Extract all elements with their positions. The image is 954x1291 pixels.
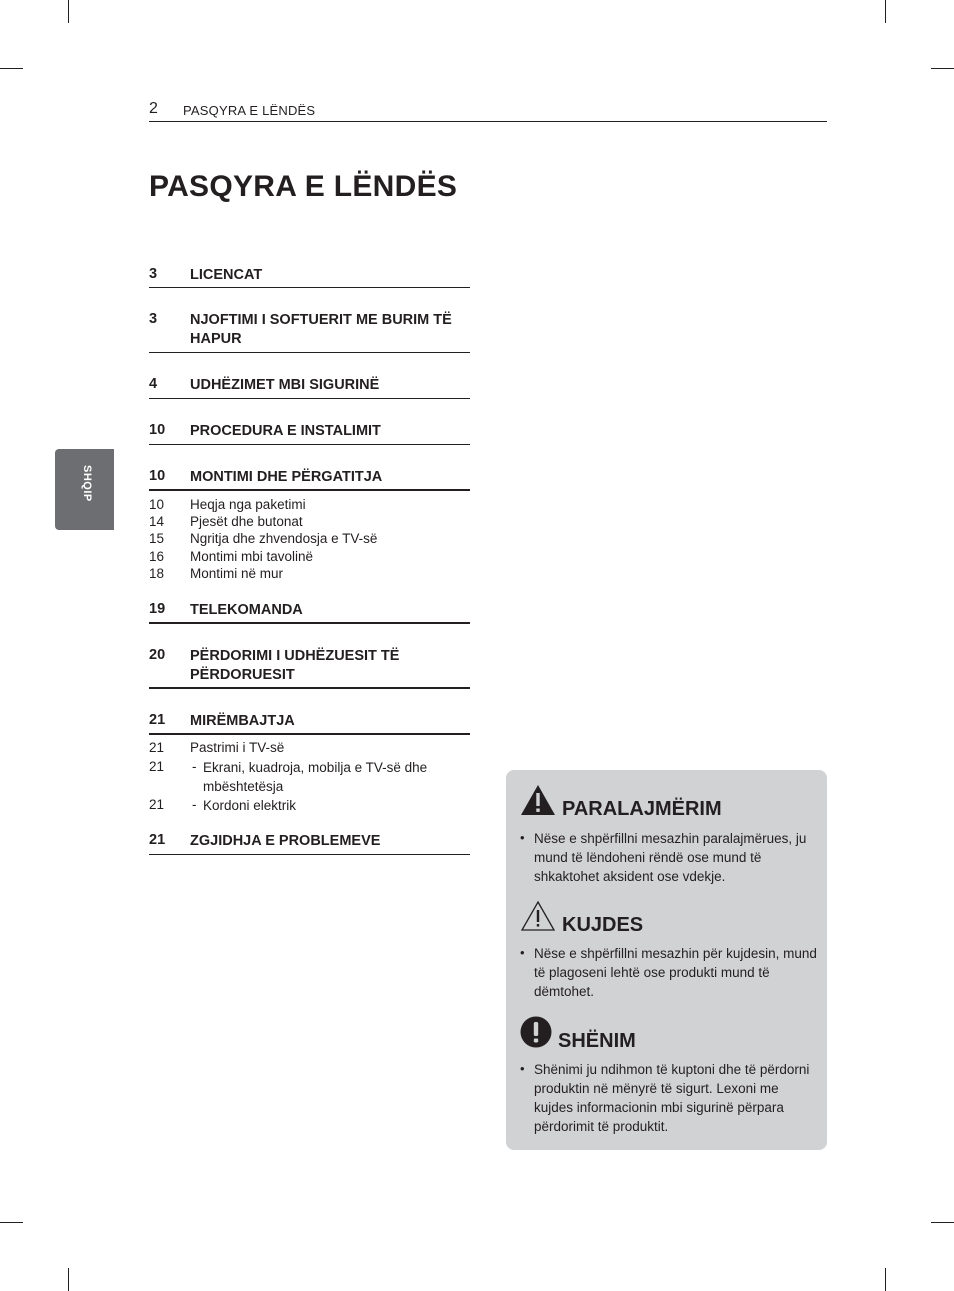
- toc-subitem-label: Montimi mbi tavolinë: [190, 549, 314, 564]
- bullet: •: [520, 1061, 525, 1076]
- running-head: PASQYRA E LËNDËS: [183, 103, 316, 118]
- toc-subitem-page: 10: [149, 497, 165, 512]
- toc-label: TELEKOMANDA: [190, 602, 303, 618]
- toc-section: [149, 311, 470, 353]
- caution-heading: KUJDES: [562, 914, 644, 936]
- bullet: •: [520, 830, 525, 845]
- toc-page: 19: [149, 601, 166, 617]
- toc-section: [149, 266, 470, 288]
- warning-heading: PARALAJMËRIM: [562, 798, 722, 820]
- crop-mark: [0, 1222, 23, 1223]
- crop-mark: [931, 68, 954, 69]
- exclamation-circle-icon: [520, 1016, 552, 1048]
- toc-page: 3: [149, 311, 158, 327]
- toc-label: MIRËMBAJTJA: [190, 713, 295, 729]
- toc-page: 4: [149, 376, 158, 392]
- bullet: •: [520, 945, 525, 960]
- page-title: PASQYRA E LËNDËS: [149, 170, 458, 203]
- toc-page: 10: [149, 422, 166, 438]
- toc-subitem-page: 18: [149, 566, 165, 581]
- toc-label: MONTIMI DHE PËRGATITJA: [190, 469, 383, 485]
- toc-subitem-dash: -: [192, 759, 197, 774]
- toc-subitem-page: 21: [149, 759, 165, 774]
- crop-mark: [68, 0, 69, 23]
- toc-label: LICENCAT: [190, 267, 263, 283]
- toc-subitem-page: 16: [149, 549, 165, 564]
- toc-subitem-label: Montimi në mur: [190, 566, 284, 581]
- toc-page: 10: [149, 468, 166, 484]
- crop-mark: [68, 1268, 69, 1291]
- language-tab: [55, 449, 114, 530]
- toc-subitem-page: 14: [149, 514, 165, 529]
- crop-mark: [931, 1222, 954, 1223]
- toc-label: ZGJIDHJA E PROBLEMEVE: [190, 833, 381, 849]
- warning-filled-triangle-icon: [520, 784, 556, 816]
- toc-page: 21: [149, 832, 166, 848]
- toc-page: 3: [149, 266, 158, 282]
- warning-text: Nëse e shpërfillni mesazhin paralajmërues, ju mund të lëndoheni rëndë ose mund të shkaktohet aksident ose vdekje.: [534, 831, 807, 884]
- page-header: [149, 100, 827, 122]
- language-tab-label: SHQIP: [81, 465, 93, 502]
- toc-section: [149, 422, 470, 445]
- toc-section: [149, 376, 470, 399]
- toc-subitem-page: 15: [149, 531, 165, 546]
- toc-section: [149, 832, 470, 855]
- page-number: 2: [149, 100, 158, 117]
- toc-subitem-label: Kordoni elektrik: [203, 798, 297, 813]
- toc-label: NJOFTIMI I SOFTUERIT ME BURIM TË HAPUR: [190, 312, 452, 347]
- toc-subitem-label: Ngritja dhe zhvendosja e TV-së: [190, 531, 378, 546]
- caution-outline-triangle-icon: [520, 900, 556, 932]
- toc-label: PËRDORIMI I UDHËZUESIT TË PËRDORUESIT: [190, 648, 400, 683]
- crop-mark: [885, 1268, 886, 1291]
- toc-page: 20: [149, 647, 166, 663]
- toc-subitem-label: Heqja nga paketimi: [190, 497, 306, 512]
- toc-subitem-label: Ekrani, kuadroja, mobilja e TV-së dhe mbështetësja: [203, 760, 428, 794]
- toc-subitem-page: 21: [149, 740, 165, 755]
- toc-section: [149, 468, 470, 491]
- toc-subitem-label: Pjesët dhe butonat: [190, 514, 303, 529]
- caution-text: Nëse e shpërfillni mesazhin për kujdesin, mund të plagoseni lehtë ose produkti mund të dëmtohet.: [534, 946, 817, 999]
- toc-label: UDHËZIMET MBI SIGURINË: [190, 377, 380, 393]
- toc-section: [149, 712, 470, 735]
- toc-section: [149, 647, 470, 689]
- toc-subitem-dash: -: [192, 797, 197, 812]
- toc-section: [149, 601, 470, 624]
- toc-page: 21: [149, 712, 166, 728]
- toc-subitem-label: Pastrimi i TV-së: [190, 740, 285, 755]
- toc-label: PROCEDURA E INSTALIMIT: [190, 423, 381, 439]
- note-text: Shënimi ju ndihmon të kuptoni dhe të përdorni produktin në mënyrë të sigurt. Lexoni me kujdes informacionin mbi sigurinë përpara përdorimit të produktit.: [534, 1062, 810, 1134]
- safety-notice-box: [506, 770, 827, 1150]
- crop-mark: [885, 0, 886, 23]
- toc-subitem-page: 21: [149, 797, 165, 812]
- crop-mark: [0, 68, 23, 69]
- note-heading: SHËNIM: [558, 1030, 636, 1052]
